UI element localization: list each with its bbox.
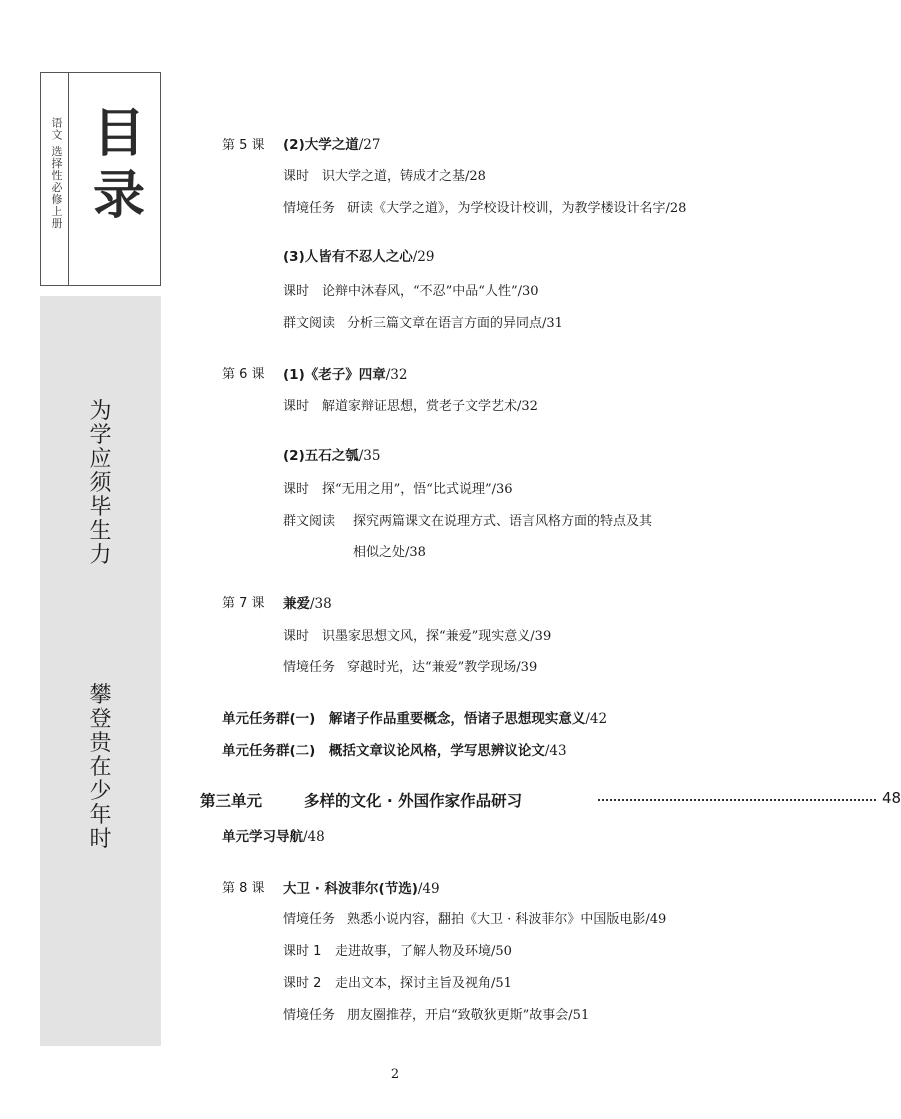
entry-text: 分析三篇文章在语言方面的异同点/31 bbox=[347, 316, 563, 331]
lesson-title: (3)人皆有不忍人之心/29 bbox=[283, 249, 435, 265]
lesson-title: 大卫 · 科波菲尔(节选)/49 bbox=[283, 881, 440, 897]
motto-char: 毕 bbox=[89, 495, 112, 520]
entry-label: 课时 bbox=[283, 629, 310, 644]
entry-label: 群文阅读 bbox=[283, 514, 336, 529]
motto-char: 在 bbox=[89, 755, 112, 780]
title-char-1: 目 bbox=[92, 104, 145, 164]
entry-text: 走出文本，探讨主旨及视角/51 bbox=[335, 976, 512, 991]
motto-char: 应 bbox=[89, 447, 112, 472]
lesson-title: (2)大学之道/27 bbox=[283, 137, 381, 153]
entry-text: 探究两篇课文在说理方式、语言风格方面的特点及其 bbox=[353, 514, 653, 529]
page-number: 2 bbox=[390, 1067, 400, 1082]
entry-label: 情境任务 bbox=[283, 1008, 336, 1023]
entry-text: 探“无用之用”，悟“比式说理”/36 bbox=[322, 482, 513, 497]
lesson-number: 第 7 课 bbox=[222, 596, 265, 611]
entry-label: 课时 bbox=[283, 399, 310, 414]
entry-label: 课时 2 bbox=[283, 976, 322, 991]
unit-label: 第三单元 bbox=[200, 792, 263, 810]
entry-text: 走进故事，了解人物及环境/50 bbox=[335, 944, 512, 959]
motto-char: 生 bbox=[89, 519, 112, 544]
entry-text: 论辩中沐春风，“不忍”中品“人性”/30 bbox=[322, 284, 539, 299]
entry-label: 课时 1 bbox=[283, 944, 322, 959]
entry-label: 群文阅读 bbox=[283, 316, 336, 331]
series-label: 语文 选择性必修上册 bbox=[50, 117, 63, 230]
motto-char: 时 bbox=[89, 827, 112, 852]
entry-label: 情境任务 bbox=[283, 201, 336, 216]
unit-task-title: 单元任务群(二) 概括文章议论风格，学写思辨议论文/43 bbox=[222, 743, 567, 759]
motto-char: 学 bbox=[89, 423, 112, 448]
entry-text: 穿越时光，达“兼爱”教学现场/39 bbox=[347, 660, 538, 675]
motto-char: 贵 bbox=[89, 731, 112, 756]
toc-unit-3-heading[interactable] bbox=[200, 789, 901, 811]
lesson-title: (2)五石之瓠/35 bbox=[283, 448, 381, 464]
entry-label: 课时 bbox=[283, 169, 310, 184]
entry-text: 熟悉小说内容，翻拍《大卫 · 科波菲尔》中国版电影/49 bbox=[347, 912, 667, 927]
entry-text: 研读《大学之道》，为学校设计校训，为教学楼设计名字/28 bbox=[347, 201, 687, 216]
title-char-2: 录 bbox=[92, 166, 145, 226]
motto-char: 须 bbox=[89, 471, 112, 496]
entry-text: 相似之处/38 bbox=[353, 545, 426, 560]
lesson-number: 第 5 课 bbox=[222, 138, 265, 153]
entry-text: 解道家辩证思想，赏老子文学艺术/32 bbox=[322, 399, 538, 414]
lesson-number: 第 8 课 bbox=[222, 881, 265, 896]
motto-char: 力 bbox=[89, 543, 112, 568]
unit-task-title: 单元任务群(一) 解诸子作品重要概念，悟诸子思想现实意义/42 bbox=[222, 711, 608, 727]
entry-label: 课时 bbox=[283, 284, 310, 299]
motto-char: 为 bbox=[89, 399, 112, 424]
lesson-title: (1)《老子》四章/32 bbox=[283, 367, 408, 383]
unit-title: 多样的文化 · 外国作家作品研习 bbox=[304, 792, 523, 810]
entry-text: 识大学之道，铸成才之基/28 bbox=[322, 169, 486, 184]
unit-guide-title: 单元学习导航/48 bbox=[222, 829, 325, 845]
entry-label: 情境任务 bbox=[283, 660, 336, 675]
entry-label: 情境任务 bbox=[283, 912, 336, 927]
unit-page: 48 bbox=[882, 789, 901, 807]
entry-text: 朋友圈推荐，开启“致敬狄更斯”故事会/51 bbox=[347, 1008, 590, 1023]
entry-text: 识墨家思想文风，探“兼爱”现实意义/39 bbox=[322, 629, 552, 644]
dot-leader bbox=[598, 795, 876, 801]
motto-char: 登 bbox=[89, 707, 112, 732]
motto-char: 少 bbox=[89, 779, 112, 804]
motto-char: 年 bbox=[89, 803, 112, 828]
motto-char: 攀 bbox=[89, 683, 112, 708]
entry-label: 课时 bbox=[283, 482, 310, 497]
lesson-number: 第 6 课 bbox=[222, 367, 265, 382]
lesson-title: 兼爱/38 bbox=[283, 596, 332, 612]
